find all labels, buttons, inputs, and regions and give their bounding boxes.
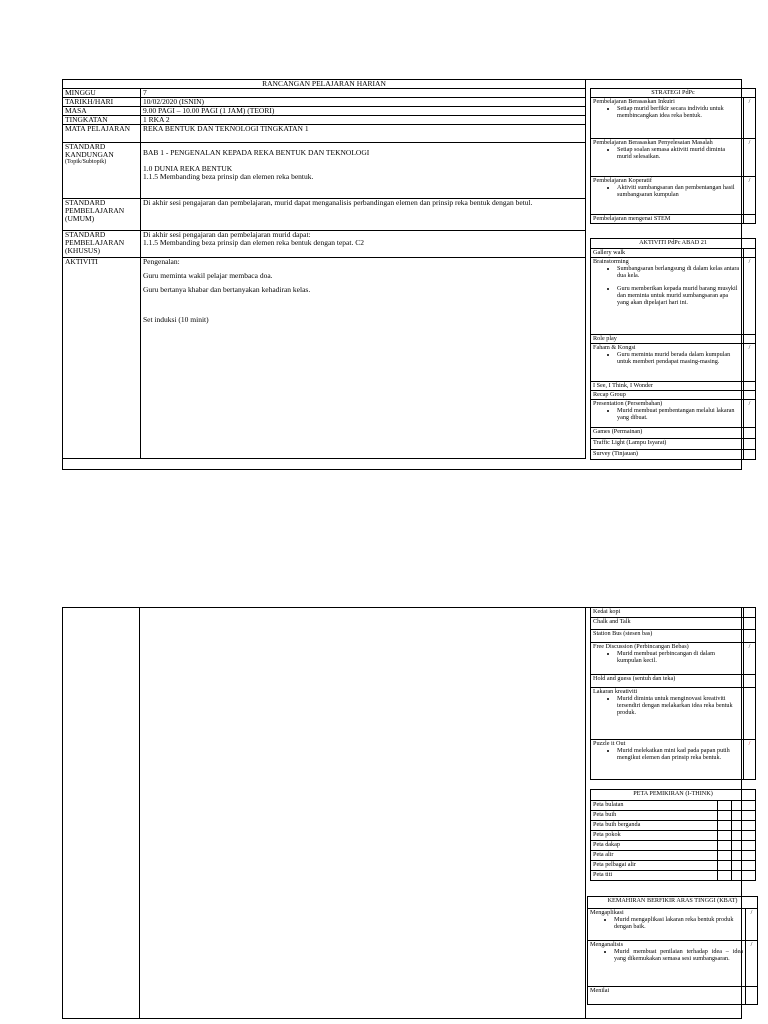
kbat-item-menilai: Menilai: [588, 987, 746, 1005]
aktiviti21-mark: /: [744, 258, 756, 335]
aktiviti-label: AKTIVITI: [63, 258, 141, 459]
aktiviti21-item: Survey (Tinjauan): [591, 450, 744, 460]
kbat-bullet: • Murid mengaplikasi lakaran reka bentuk produk dengan baik.: [614, 916, 743, 930]
kbat-mark: [746, 987, 758, 1005]
aktiviti21-item: Games (Permainan): [591, 428, 744, 439]
row-label-tarikh: TARIKH/HARI: [63, 98, 141, 107]
row-value-masa: 9.00 PAGI – 10.00 PAGI (1 JAM) (TEORI): [141, 107, 586, 116]
aktiviti21-item-label: Free Discussion (Perbincangan Bebas): [593, 643, 689, 650]
kbat-table: [587, 896, 758, 1005]
standard-kandungan-label-cell: [63, 143, 141, 199]
row-value-tarikh: 10/02/2020 (ISNIN): [141, 98, 586, 107]
aktiviti-line-set-induksi: Set induksi (10 minit): [143, 315, 209, 324]
aktiviti-heading: Pengenalan:: [143, 257, 180, 266]
aktiviti21-mark: /: [744, 344, 756, 382]
ithink-table: [590, 789, 756, 881]
aktiviti21-item-puzzle: [591, 740, 744, 780]
strategi-mark: [744, 215, 756, 224]
aktiviti21-mark: [744, 688, 756, 740]
kbat-item-mengaplikasi: [588, 909, 746, 941]
strategi-mark: /: [744, 139, 756, 177]
page2-col-divider-1: [139, 607, 140, 1019]
aktiviti21-item: Role play: [591, 335, 744, 344]
kbat-item-label: Mengaplikasi: [590, 909, 624, 916]
ithink-item: Peta buih: [591, 811, 718, 821]
aktiviti21-mark: [744, 335, 756, 344]
aktiviti21-item-label: Lakaran kreativiti: [593, 688, 638, 695]
strategi-item-koperatif: [591, 177, 744, 215]
aktiviti21-item: I See, I Think, I Wonder: [591, 382, 744, 391]
aktiviti21-mark: [744, 630, 756, 643]
strategi-item-penyelesaian: [591, 139, 744, 177]
aktiviti21-bullet: • Murid melekatkan mini kad pada papan putih mengikut elemen dan prinsip reka bentuk.: [617, 747, 741, 761]
aktiviti21-mark: [744, 618, 756, 630]
standard-khusus-content: [141, 231, 586, 258]
aktiviti21-table: [590, 238, 756, 460]
aktiviti21-item-brainstorming: [591, 258, 744, 335]
aktiviti-line-khabar: Guru bertanya khabar dan bertanyakan kehadiran kelas.: [143, 285, 311, 294]
aktiviti21-bullet: • Guru meminta murid berada dalam kumpulan untuk memberi pendapat masing-masing.: [617, 351, 741, 365]
standard-khusus-label: STANDARD PEMBELAJARAN (KHUSUS): [63, 231, 141, 258]
row-label-masa: MASA: [63, 107, 141, 116]
strategi-title: STRATEGI PdPc: [591, 89, 756, 98]
aktiviti21-item-free-discussion: [591, 643, 744, 675]
ithink-item: Peta alir: [591, 851, 718, 861]
standard-kandungan-subtopic: 1.0 DUNIA REKA BENTUK: [143, 164, 233, 173]
aktiviti21-continued-table: [590, 607, 756, 780]
row-value-mata-pelajaran: REKA BENTUK DAN TEKNOLOGI TINGKATAN 1: [141, 125, 586, 143]
standard-kandungan-content: [141, 143, 586, 199]
aktiviti21-item-label: Brainstorming: [593, 258, 629, 265]
standard-khusus-intro: Di akhir sesi pengajaran dan pembelajaran murid dapat:: [143, 230, 311, 239]
row-value-tingkatan: 1 RKA 2: [141, 116, 586, 125]
row-label-minggu: MINGGU: [63, 89, 141, 98]
strategi-item-bullet: • Aktiviti sumbangsaran dan pembentangan hasil sumbangsaran kumpulan: [617, 184, 741, 198]
row-label-tingkatan: TINGKATAN: [63, 116, 141, 125]
strategi-item-label: Pembelajaran Koperatif: [593, 177, 652, 184]
aktiviti21-mark: /: [744, 400, 756, 428]
ithink-item: Peta bulatan: [591, 801, 718, 811]
aktiviti21-item: Traffic Light (Lampu Isyarat): [591, 439, 744, 450]
strategi-item-label: Pembelajaran Berasaskan Penyelesaian Masalah: [593, 139, 713, 146]
aktiviti21-item-label: Faham & Kongsi: [593, 344, 636, 351]
aktiviti21-mark: /: [744, 643, 756, 675]
aktiviti21-mark: [744, 249, 756, 258]
aktiviti21-item: Chalk and Talk: [591, 618, 744, 630]
kbat-bullet: • Murid membuat penilaian terhadap idea – idea yang dikemukakan semasa sesi sumbangsaran.: [614, 948, 743, 962]
strategi-mark: /: [744, 98, 756, 139]
aktiviti21-item-label: Puzzle it Out: [593, 740, 626, 747]
standard-kandungan-standard: 1.1.5 Membanding beza prinsip dan elemen reka bentuk.: [143, 172, 314, 181]
ithink-item: Peta pokok: [591, 831, 718, 841]
ithink-title: PETA PEMIKIRAN (I-THINK): [591, 790, 756, 801]
lesson-plan-title: RANCANGAN PELAJARAN HARIAN: [63, 80, 586, 89]
lesson-plan-table: [62, 79, 586, 459]
kbat-item-label: Menganalisis: [590, 941, 623, 948]
standard-kandungan-label: STANDARD KANDUNGAN: [65, 142, 114, 159]
aktiviti21-item-label: Presentation (Persembahan): [593, 400, 663, 407]
aktiviti21-mark: [744, 439, 756, 450]
aktiviti21-mark: [744, 391, 756, 400]
ithink-item: Peta titi: [591, 871, 718, 881]
row-label-mata-pelajaran: MATA PELAJARAN: [63, 125, 141, 143]
aktiviti21-item-lakaran: [591, 688, 744, 740]
standard-umum-label: STANDARD PEMBELAJARAN (UMUM): [63, 199, 141, 231]
kbat-item-menganalisis: [588, 941, 746, 987]
aktiviti21-item: Station Bus (stesen bas): [591, 630, 744, 643]
aktiviti21-item: Kedai kopi: [591, 608, 744, 618]
kbat-mark: /: [746, 909, 758, 941]
aktiviti21-item: Gallery walk: [591, 249, 744, 258]
aktiviti21-mark: [744, 608, 756, 618]
ithink-item: Peta dakap: [591, 841, 718, 851]
standard-umum-text: Di akhir sesi pengajaran dan pembelajaran, murid dapat menganalisis perbandingan elemen dan prinsip reka bentuk dengan betul.: [141, 199, 586, 231]
aktiviti21-mark: [744, 675, 756, 688]
strategi-item-label: Pembelajaran Berasaskan Inkuiri: [593, 98, 675, 105]
aktiviti21-mark: [744, 428, 756, 439]
row-value-minggu: 7: [141, 89, 586, 98]
strategi-item-inkuiri: [591, 98, 744, 139]
standard-khusus-objective: 1.1.5 Membanding beza prinsip dan elemen reka bentuk dengan tepat. C2: [143, 238, 364, 247]
aktiviti21-bullet: • Guru memberikan kepada murid barang musykil dan meminta untuk murid sumbangsaran apa yang akan dipelajari hari ini.: [617, 285, 741, 306]
strategi-table: [590, 88, 756, 224]
kbat-title: KEMAHIRAN BERFIKIR ARAS TINGGI (KBAT): [588, 897, 758, 909]
aktiviti21-mark-red: /: [744, 740, 756, 780]
aktiviti21-item-presentation: [591, 400, 744, 428]
kbat-mark: /: [746, 941, 758, 987]
aktiviti21-mark: [744, 382, 756, 391]
page2-col-divider-2: [585, 607, 586, 1019]
aktiviti21-bullet: • Sumbangsaran berlangsung di dalam kelas antara dua kela.: [617, 265, 741, 279]
strategi-item-bullet: • Setiap murid berfikir secara individu untuk membincangkan idea reka bentuk.: [617, 105, 741, 119]
strategi-item-bullet: • Setiap soalan semasa aktiviti murid diminta murid selesaikan.: [617, 146, 741, 160]
aktiviti21-item: Recap Group: [591, 391, 744, 400]
ithink-item: Peta buih berganda: [591, 821, 718, 831]
aktiviti21-item-faham: [591, 344, 744, 382]
aktiviti-line-doa: Guru meminta wakil pelajar membaca doa.: [143, 271, 273, 280]
aktiviti-content: [141, 258, 586, 459]
aktiviti21-title: AKTIVITI PdPc ABAD 21: [591, 239, 756, 249]
aktiviti21-mark: [744, 450, 756, 460]
strategi-mark: /: [744, 177, 756, 215]
strategi-item-stem: Pembelajaran mengenai STEM: [591, 215, 744, 224]
standard-kandungan-sublabel: (Topik/Subtopik): [65, 159, 107, 165]
aktiviti21-bullet: • Murid membuat perbincangan di dalam kumpulan kecil.: [617, 650, 741, 664]
aktiviti21-bullet: • Murid membuat pembentangan melalui lakaran yang dibuat.: [617, 407, 741, 421]
aktiviti21-item: Hold and guess (sentuh dan teka): [591, 675, 744, 688]
ithink-item: Peta pelbagai alir: [591, 861, 718, 871]
standard-kandungan-topic: BAB 1 - PENGENALAN KEPADA REKA BENTUK DAN TEKNOLOGI: [143, 148, 370, 157]
aktiviti21-bullet: • Murid diminta untuk menginovasi kreativiti tersendiri dengan melakarkan idea reka bentuk produk.: [617, 695, 741, 716]
